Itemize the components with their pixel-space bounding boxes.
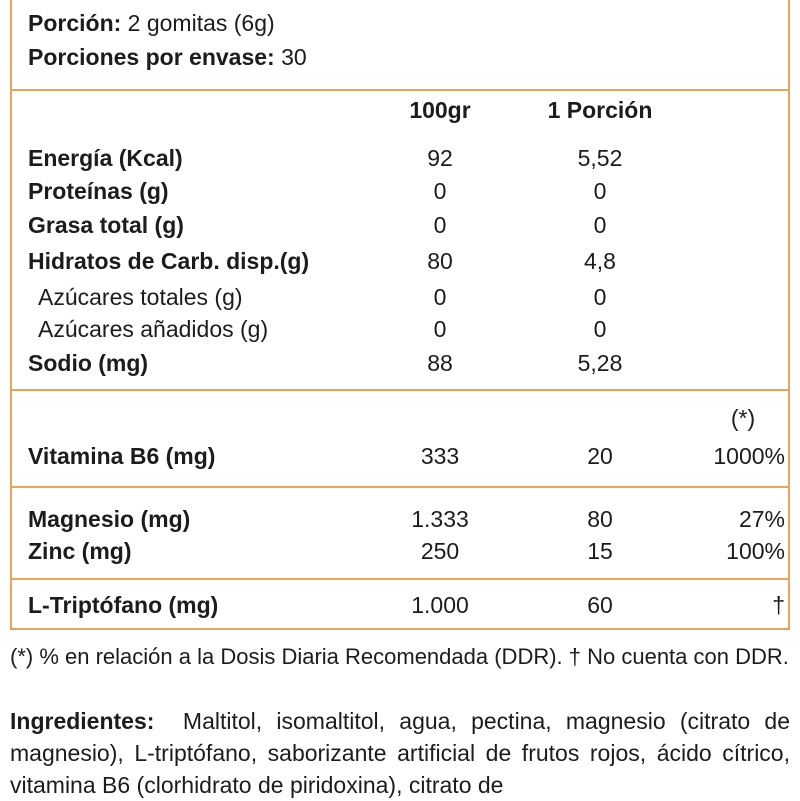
nutrient-per100: 0 [433,316,447,342]
column-header-100g: 100gr [409,97,471,123]
mineral-ddr: 100% [726,538,785,564]
nutrient-per100: 0 [433,212,447,238]
nutrient-name: Sodio (mg) [28,350,149,376]
vitamin-ddr: 1000% [713,443,785,469]
amino-per100: 1.000 [411,592,469,618]
nutrient-per100: 80 [427,248,453,274]
vitamin-per-serving: 20 [587,443,613,469]
servings-per-container: Porciones por envase: 30 [28,44,307,70]
nutrient-per-serving: 5,28 [577,350,623,376]
nutrient-per-serving: 0 [593,212,607,238]
nutrient-per100: 0 [433,178,447,204]
mineral-per-serving: 15 [587,538,613,564]
nutrient-per-serving: 4,8 [584,248,616,274]
divider [10,486,790,488]
mineral-ddr: 27% [738,506,785,532]
divider [10,578,790,580]
divider [10,89,790,91]
nutrient-per-serving: 0 [593,316,607,342]
vitamin-per100: 333 [420,443,460,469]
footnote: (*) % en relación a la Dosis Diaria Recomendada (DDR). † No cuenta con DDR. [10,644,789,669]
ddr-marker: (*) [730,405,756,431]
ingredients-text: Maltitol, isomaltitol, agua, pectina, magnesio (citrato de magnesio), L-triptófano, saborizante artificial de frutos rojos, ácido cítrico, vitamina B6 (clorhidrato de piridoxina), citrato de [10,708,790,798]
nutrient-name: Hidratos de Carb. disp.(g) [28,248,310,274]
nutrient-per-serving: 0 [593,178,607,204]
mineral-per-serving: 80 [587,506,613,532]
nutrient-name: Grasa total (g) [28,212,184,238]
mineral-per100: 1.333 [411,506,469,532]
nutrient-name: Azúcares totales (g) [38,284,243,310]
nutrient-per100: 0 [433,284,447,310]
nutrient-name: Azúcares añadidos (g) [38,316,269,342]
ingredients [10,705,790,801]
nutrient-per-serving: 5,52 [577,145,623,171]
amino-name: L-Triptófano (mg) [28,592,219,618]
amino-per-serving: 60 [587,592,613,618]
nutrient-name: Energía (Kcal) [28,145,183,171]
amino-ddr: † [772,592,785,618]
divider [10,628,790,630]
column-header-portion: 1 Porción [547,97,653,123]
nutrient-per100: 92 [427,145,453,171]
mineral-name: Magnesio (mg) [28,506,191,532]
nutrient-name: Proteínas (g) [28,178,169,204]
divider [10,389,790,391]
vitamin-name: Vitamina B6 (mg) [28,443,216,469]
serving-size: Porción: 2 gomitas (6g) [28,10,275,36]
nutrient-per-serving: 0 [593,284,607,310]
ingredients-label: Ingredientes: [10,708,155,734]
mineral-per100: 250 [420,538,460,564]
nutrition-table-frame [10,0,790,630]
mineral-name: Zinc (mg) [28,538,132,564]
nutrient-per100: 88 [427,350,453,376]
